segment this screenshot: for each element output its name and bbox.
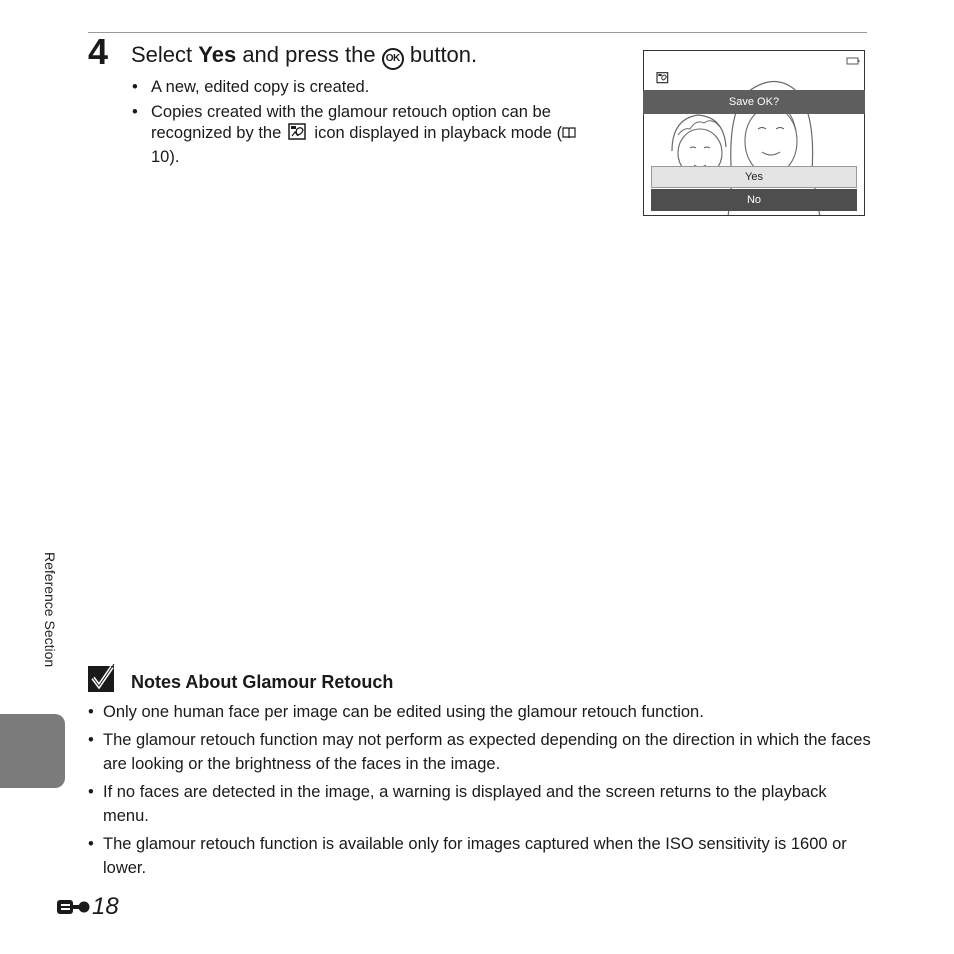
glamour-retouch-icon <box>656 72 670 84</box>
step-title: Select Yes and press the OK button. <box>131 40 477 70</box>
book-reference-icon <box>562 124 576 136</box>
section-label: Reference Section <box>42 552 58 668</box>
list-item: • Copies created with the glamour retouch option can be recognized by the icon displayed in playback mode (10). <box>131 102 601 168</box>
yes-option[interactable]: Yes <box>651 166 857 188</box>
section-tab <box>0 714 65 788</box>
top-divider <box>88 32 867 33</box>
step-number: 4 <box>88 31 109 72</box>
ok-button-icon: OK <box>382 48 404 70</box>
glamour-retouch-icon <box>288 123 308 147</box>
list-item: • If no faces are detected in the image, a warning is displayed and the screen returns to the playback menu. <box>88 780 873 828</box>
checkmark-icon <box>88 664 118 692</box>
step-bullet-list <box>131 77 601 172</box>
page-number: 18 <box>56 893 119 921</box>
no-option[interactable]: No <box>651 189 857 211</box>
list-item: • A new, edited copy is created. <box>131 77 601 98</box>
save-prompt: Save OK? <box>643 90 865 114</box>
list-item: • Only one human face per image can be edited using the glamour retouch function. <box>88 700 873 724</box>
list-item: • The glamour retouch function is available only for images captured when the ISO sensitivity is 1600 or lower. <box>88 832 873 880</box>
battery-icon <box>846 57 860 65</box>
list-item: • The glamour retouch function may not perform as expected depending on the direction in which the faces are looking or the brightness of the faces in the image. <box>88 728 873 776</box>
notes-list <box>88 700 873 884</box>
reference-section-icon <box>56 898 90 916</box>
notes-title: Notes About Glamour Retouch <box>131 672 394 692</box>
